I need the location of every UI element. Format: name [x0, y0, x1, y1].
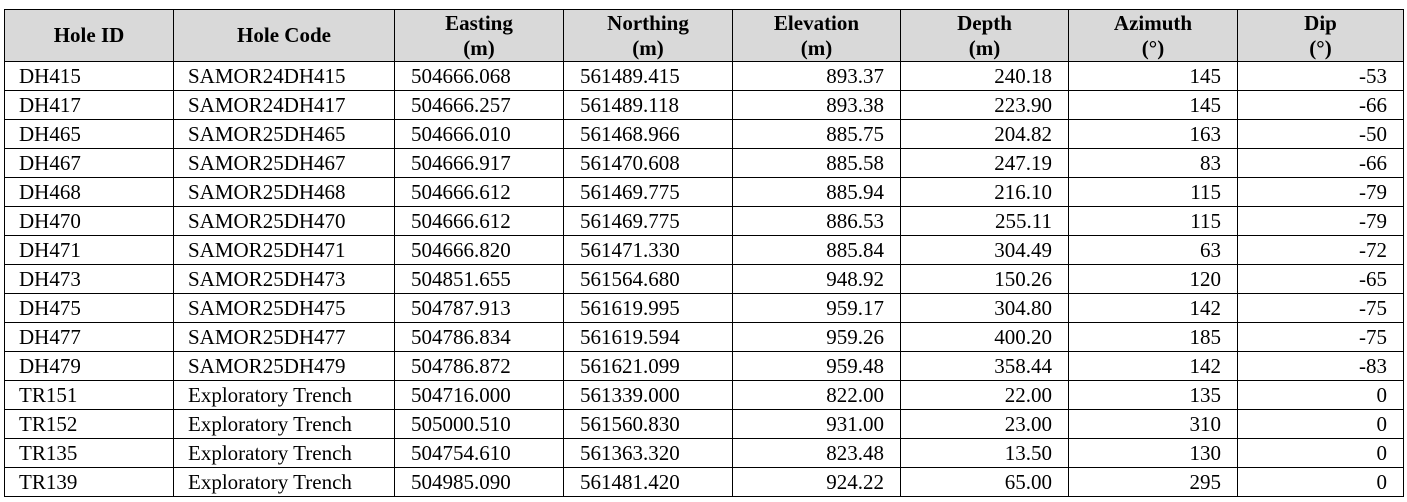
northing-cell: 561363.320: [564, 439, 733, 468]
dip-cell: -79: [1238, 178, 1404, 207]
table-row: [5, 178, 1404, 207]
depth-cell: 204.82: [901, 120, 1069, 149]
hole-id-cell: DH467: [5, 149, 174, 178]
dip-cell: -75: [1238, 294, 1404, 323]
northing-cell: 561560.830: [564, 410, 733, 439]
table-body: [5, 62, 1404, 497]
header-label: Easting: [445, 10, 513, 35]
easting-cell: 504666.917: [395, 149, 564, 178]
northing-cell: 561469.775: [564, 207, 733, 236]
hole-code-cell: Exploratory Trench: [174, 381, 395, 410]
header-hole-id: [5, 10, 174, 62]
header-label: Hole ID: [53, 23, 125, 47]
hole-id-cell: DH415: [5, 62, 174, 91]
hole-code-cell: SAMOR25DH470: [174, 207, 395, 236]
table-row: [5, 352, 1404, 381]
hole-id-cell: TR135: [5, 439, 174, 468]
dip-cell: 0: [1238, 410, 1404, 439]
header-depth: [901, 10, 1069, 62]
hole-code-cell: Exploratory Trench: [174, 410, 395, 439]
table-header: [5, 10, 1404, 62]
table-row: [5, 410, 1404, 439]
azimuth-cell: 163: [1069, 120, 1238, 149]
depth-cell: 150.26: [901, 265, 1069, 294]
dip-cell: 0: [1238, 468, 1404, 497]
easting-cell: 504666.612: [395, 207, 564, 236]
hole-code-cell: SAMOR25DH475: [174, 294, 395, 323]
easting-cell: 505000.510: [395, 410, 564, 439]
drillhole-collar-table: [4, 9, 1404, 497]
azimuth-cell: 135: [1069, 381, 1238, 410]
azimuth-cell: 142: [1069, 294, 1238, 323]
header-label: Dip: [1304, 10, 1337, 35]
northing-cell: 561489.118: [564, 91, 733, 120]
header-label: Northing: [607, 10, 689, 35]
hole-id-cell: DH477: [5, 323, 174, 352]
easting-cell: 504786.834: [395, 323, 564, 352]
hole-code-cell: SAMOR25DH477: [174, 323, 395, 352]
easting-cell: 504786.872: [395, 352, 564, 381]
depth-cell: 13.50: [901, 439, 1069, 468]
azimuth-cell: 145: [1069, 91, 1238, 120]
header-hole-code: [174, 10, 395, 62]
elevation-cell: 885.75: [733, 120, 901, 149]
header-unit: (m): [800, 35, 833, 60]
header-label: Depth: [957, 10, 1012, 35]
hole-id-cell: DH473: [5, 265, 174, 294]
easting-cell: 504666.612: [395, 178, 564, 207]
azimuth-cell: 63: [1069, 236, 1238, 265]
easting-cell: 504716.000: [395, 381, 564, 410]
header-label: Elevation: [773, 10, 860, 35]
northing-cell: 561619.594: [564, 323, 733, 352]
northing-cell: 561621.099: [564, 352, 733, 381]
header-unit: (m): [632, 35, 664, 60]
easting-cell: 504787.913: [395, 294, 564, 323]
header-dip: [1238, 10, 1404, 62]
elevation-cell: 885.94: [733, 178, 901, 207]
azimuth-cell: 130: [1069, 439, 1238, 468]
northing-cell: 561339.000: [564, 381, 733, 410]
elevation-cell: 886.53: [733, 207, 901, 236]
azimuth-cell: 310: [1069, 410, 1238, 439]
dip-cell: -65: [1238, 265, 1404, 294]
hole-code-cell: SAMOR24DH415: [174, 62, 395, 91]
table-row: [5, 207, 1404, 236]
dip-cell: -66: [1238, 149, 1404, 178]
dip-cell: -72: [1238, 236, 1404, 265]
elevation-cell: 931.00: [733, 410, 901, 439]
depth-cell: 400.20: [901, 323, 1069, 352]
hole-id-cell: TR152: [5, 410, 174, 439]
depth-cell: 240.18: [901, 62, 1069, 91]
hole-code-cell: SAMOR25DH479: [174, 352, 395, 381]
azimuth-cell: 115: [1069, 178, 1238, 207]
easting-cell: 504666.010: [395, 120, 564, 149]
hole-id-cell: DH465: [5, 120, 174, 149]
dip-cell: -50: [1238, 120, 1404, 149]
azimuth-cell: 142: [1069, 352, 1238, 381]
easting-cell: 504666.068: [395, 62, 564, 91]
elevation-cell: 822.00: [733, 381, 901, 410]
hole-id-cell: DH470: [5, 207, 174, 236]
elevation-cell: 893.38: [733, 91, 901, 120]
header-label: Hole Code: [237, 23, 331, 47]
easting-cell: 504666.257: [395, 91, 564, 120]
table-row: [5, 236, 1404, 265]
depth-cell: 216.10: [901, 178, 1069, 207]
elevation-cell: 893.37: [733, 62, 901, 91]
depth-cell: 22.00: [901, 381, 1069, 410]
elevation-cell: 948.92: [733, 265, 901, 294]
table-row: [5, 120, 1404, 149]
hole-id-cell: DH475: [5, 294, 174, 323]
northing-cell: 561619.995: [564, 294, 733, 323]
depth-cell: 358.44: [901, 352, 1069, 381]
northing-cell: 561489.415: [564, 62, 733, 91]
elevation-cell: 885.84: [733, 236, 901, 265]
elevation-cell: 823.48: [733, 439, 901, 468]
northing-cell: 561469.775: [564, 178, 733, 207]
depth-cell: 65.00: [901, 468, 1069, 497]
hole-id-cell: TR139: [5, 468, 174, 497]
depth-cell: 23.00: [901, 410, 1069, 439]
table-row: [5, 381, 1404, 410]
header-northing: [564, 10, 733, 62]
hole-id-cell: DH468: [5, 178, 174, 207]
depth-cell: 255.11: [901, 207, 1069, 236]
hole-code-cell: SAMOR25DH467: [174, 149, 395, 178]
azimuth-cell: 185: [1069, 323, 1238, 352]
hole-id-cell: DH471: [5, 236, 174, 265]
hole-code-cell: SAMOR25DH473: [174, 265, 395, 294]
table-row: [5, 294, 1404, 323]
header-unit: (°): [1141, 35, 1165, 60]
depth-cell: 304.49: [901, 236, 1069, 265]
hole-id-cell: TR151: [5, 381, 174, 410]
hole-code-cell: Exploratory Trench: [174, 468, 395, 497]
depth-cell: 223.90: [901, 91, 1069, 120]
table-row: [5, 323, 1404, 352]
table-row: [5, 91, 1404, 120]
header-unit: (m): [968, 35, 1001, 60]
hole-id-cell: DH417: [5, 91, 174, 120]
azimuth-cell: 120: [1069, 265, 1238, 294]
dip-cell: 0: [1238, 381, 1404, 410]
elevation-cell: 885.58: [733, 149, 901, 178]
dip-cell: -79: [1238, 207, 1404, 236]
dip-cell: -75: [1238, 323, 1404, 352]
azimuth-cell: 83: [1069, 149, 1238, 178]
table-row: [5, 439, 1404, 468]
easting-cell: 504666.820: [395, 236, 564, 265]
dip-cell: -66: [1238, 91, 1404, 120]
header-elevation: [733, 10, 901, 62]
depth-cell: 247.19: [901, 149, 1069, 178]
northing-cell: 561481.420: [564, 468, 733, 497]
depth-cell: 304.80: [901, 294, 1069, 323]
hole-code-cell: SAMOR25DH465: [174, 120, 395, 149]
azimuth-cell: 295: [1069, 468, 1238, 497]
northing-cell: 561564.680: [564, 265, 733, 294]
northing-cell: 561470.608: [564, 149, 733, 178]
table-row: [5, 149, 1404, 178]
header-easting: [395, 10, 564, 62]
easting-cell: 504851.655: [395, 265, 564, 294]
elevation-cell: 924.22: [733, 468, 901, 497]
hole-code-cell: Exploratory Trench: [174, 439, 395, 468]
table-row: [5, 265, 1404, 294]
hole-id-cell: DH479: [5, 352, 174, 381]
header-unit: (m): [463, 35, 495, 60]
hole-code-cell: SAMOR25DH468: [174, 178, 395, 207]
dip-cell: -83: [1238, 352, 1404, 381]
dip-cell: 0: [1238, 439, 1404, 468]
elevation-cell: 959.26: [733, 323, 901, 352]
easting-cell: 504985.090: [395, 468, 564, 497]
dip-cell: -53: [1238, 62, 1404, 91]
header-azimuth: [1069, 10, 1238, 62]
northing-cell: 561471.330: [564, 236, 733, 265]
header-label: Azimuth: [1113, 10, 1193, 35]
hole-code-cell: SAMOR24DH417: [174, 91, 395, 120]
elevation-cell: 959.48: [733, 352, 901, 381]
elevation-cell: 959.17: [733, 294, 901, 323]
azimuth-cell: 115: [1069, 207, 1238, 236]
header-unit: (°): [1309, 35, 1332, 60]
table-row: [5, 468, 1404, 497]
azimuth-cell: 145: [1069, 62, 1238, 91]
easting-cell: 504754.610: [395, 439, 564, 468]
header-row: [5, 10, 1404, 62]
hole-code-cell: SAMOR25DH471: [174, 236, 395, 265]
northing-cell: 561468.966: [564, 120, 733, 149]
table-row: [5, 62, 1404, 91]
